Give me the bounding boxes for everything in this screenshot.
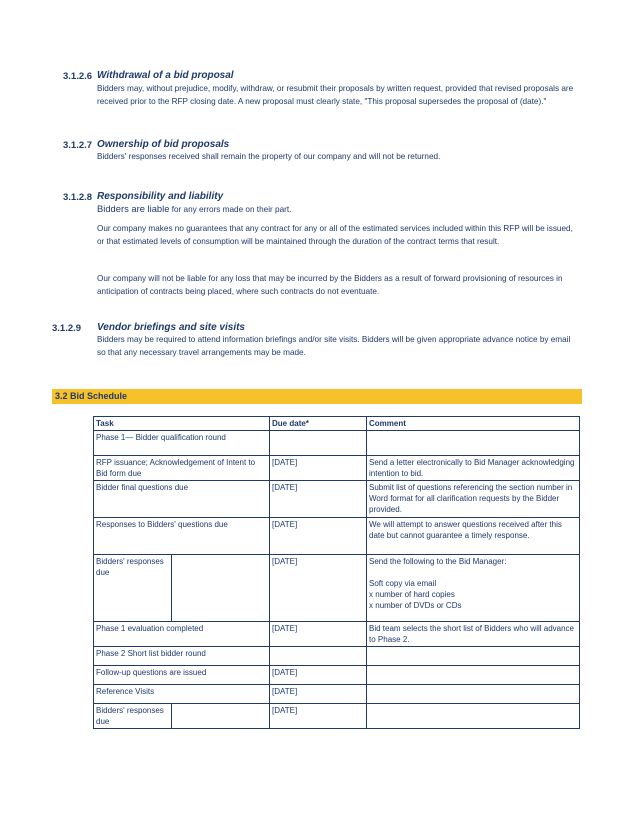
table-row <box>94 481 580 518</box>
task-cell: Phase 1 evaluation completed <box>94 622 270 647</box>
task-cell: Reference Visits <box>94 685 270 704</box>
comment-cell <box>367 704 580 729</box>
date-cell: [DATE] <box>270 555 367 622</box>
section-title: Ownership of bid proposals <box>97 139 230 150</box>
lead-rest-text: for any errors made on their part. <box>169 205 292 214</box>
table-row <box>94 622 580 647</box>
task-cell: Follow-up questions are issued <box>94 666 270 685</box>
date-cell: [DATE] <box>270 666 367 685</box>
task-cell: Bidder final questions due <box>94 481 270 518</box>
empty-cell <box>172 704 270 729</box>
task-cell: Bidders' responses due <box>94 704 172 729</box>
bid-schedule-heading: 3.2 Bid Schedule <box>55 391 128 401</box>
table-row <box>94 685 580 704</box>
column-header-comment: Comment <box>367 417 580 431</box>
comment-cell: We will attempt to answer questions received after this date but cannot guarantee a timely response. <box>367 518 580 555</box>
table-row-phase-heading <box>94 431 580 456</box>
section-number: 3.1.2.7 <box>63 140 93 151</box>
task-cell: RFP issuance; Acknowledgement of Intent to Bid form due <box>94 456 270 481</box>
date-cell: [DATE] <box>270 685 367 704</box>
section-paragraph: Our company will not be liable for any loss that may be incurred by the Bidders as a result of forward provisioning of resources in anticipation of contracts being placed, where such contracts do not eventuate. <box>97 274 563 296</box>
date-cell <box>270 647 367 666</box>
table-row <box>94 704 580 729</box>
table-header-row <box>94 417 580 431</box>
table-row-phase-heading <box>94 647 580 666</box>
task-cell: Bidders' responses due <box>94 555 172 622</box>
comment-cell <box>367 666 580 685</box>
date-cell <box>270 431 367 456</box>
table-row <box>94 518 580 555</box>
date-cell: [DATE] <box>270 481 367 518</box>
lead-large-text: Bidders are liable <box>97 203 170 214</box>
bid-schedule-banner <box>52 389 582 404</box>
section-title: Responsibility and liability <box>97 191 224 202</box>
task-cell: Phase 2 Short list bidder round <box>94 647 270 666</box>
date-cell: [DATE] <box>270 704 367 729</box>
section-paragraph: Our company makes no guarantees that any contract for any or all of the estimated services included within this RFP will be issued, or that estimated levels of consumption will be maintained through the duration of the contract terms that result. <box>97 224 573 246</box>
comment-cell: Send a letter electronically to Bid Manager acknowledging intention to bid. <box>367 456 580 481</box>
bid-schedule-table <box>93 416 580 729</box>
section-paragraph: Bidders may, without prejudice, modify, withdraw, or resubmit their proposals by written request, provided that revised proposals are received prior to the RFP closing date. A new proposal must clearly state, "This proposal supersedes the proposal of (date)." <box>97 84 574 106</box>
section-title: Withdrawal of a bid proposal <box>97 70 234 81</box>
table-row <box>94 555 580 622</box>
comment-cell <box>367 685 580 704</box>
date-cell: [DATE] <box>270 622 367 647</box>
comment-cell: Send the following to the Bid Manager: Soft copy via email x number of hard copies x number of DVDs or CDs <box>367 555 580 622</box>
comment-cell <box>367 647 580 666</box>
task-cell: Responses to Bidders' questions due <box>94 518 270 555</box>
section-paragraph: Bidders' responses received shall remain the property of our company and will not be returned. <box>97 152 441 161</box>
table-row <box>94 456 580 481</box>
date-cell: [DATE] <box>270 456 367 481</box>
section-paragraph: Bidders may be required to attend information briefings and/or site visits. Bidders will be given appropriate advance notice by email so that any necessary travel arrangements may be made. <box>97 335 571 357</box>
column-header-task: Task <box>94 417 270 431</box>
section-title: Vendor briefings and site visits <box>97 322 245 333</box>
task-cell: Phase 1— Bidder qualification round <box>94 431 270 456</box>
table-row <box>94 666 580 685</box>
column-header-due-date: Due date* <box>270 417 367 431</box>
section-number: 3.1.2.9 <box>52 323 82 334</box>
section-number: 3.1.2.6 <box>63 71 93 82</box>
date-cell: [DATE] <box>270 518 367 555</box>
empty-cell <box>172 555 270 622</box>
section-lead <box>97 203 577 217</box>
comment-cell: Bid team selects the short list of Bidders who will advance to Phase 2. <box>367 622 580 647</box>
comment-cell <box>367 431 580 456</box>
comment-cell: Submit list of questions referencing the section number in Word format for all clarification requests by the Bidder provided. <box>367 481 580 518</box>
section-number: 3.1.2.8 <box>63 192 93 203</box>
